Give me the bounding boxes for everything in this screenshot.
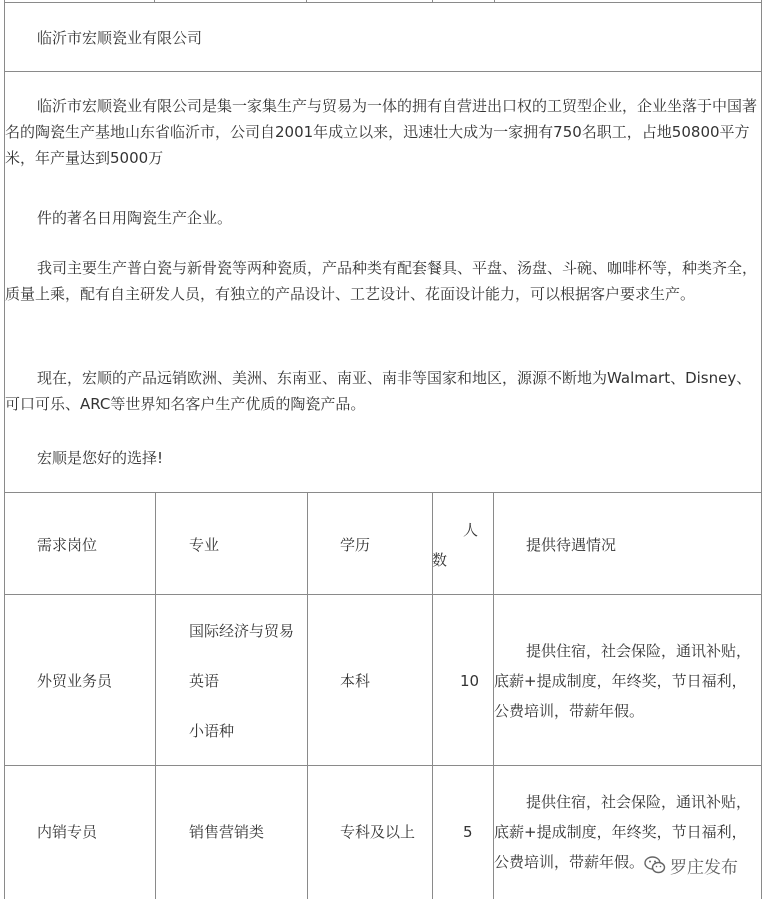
top-border [4, 2, 762, 3]
top-divider-6 [761, 0, 762, 72]
header-position: 需求岗位 [37, 536, 98, 554]
row1-major-2: 英语 [189, 672, 220, 690]
header-row-border [4, 594, 762, 595]
table-top-border [4, 492, 762, 493]
row1-benefits: 提供住宿，社会保险，通讯补贴，底薪+提成制度，年终奖，节日福利，公费培训，带薪年假。 [494, 642, 752, 720]
header-count-bottom: 数 [432, 551, 448, 569]
intro-paragraph-1: 临沂市宏顺瓷业有限公司是集一家集生产与贸易为一体的拥有自营进出口权的工贸型企业，企业坐落于中国著名的陶瓷生产基地山东省临沂市，公司自2001年成立以来，迅速壮大成为一家拥有750名职工，占地50800平方米，年产量达到5000万 [5, 97, 758, 167]
table-col-line-1 [155, 493, 156, 899]
row1-major-1: 国际经济与贸易 [189, 622, 295, 640]
row1-position: 外贸业务员 [37, 672, 113, 690]
row1-education: 本科 [340, 672, 371, 690]
intro-paragraph-2: 件的著名日用陶瓷生产企业。 [37, 209, 233, 227]
row2-major-1: 销售营销类 [189, 823, 265, 841]
company-name: 临沂市宏顺瓷业有限公司 [37, 29, 203, 47]
header-major: 专业 [189, 536, 220, 554]
header-benefits: 提供待遇情况 [526, 536, 617, 554]
table-col-line-0 [4, 493, 5, 899]
intro-paragraph-5: 宏顺是您好的选择! [37, 449, 164, 467]
table-col-line-5 [761, 493, 762, 899]
row2-count: 5 [463, 823, 473, 841]
intro-right-border [761, 72, 762, 493]
row1-major-3: 小语种 [189, 722, 235, 740]
watermark-text: 罗庄发布 [670, 857, 738, 878]
header-education: 学历 [340, 536, 371, 554]
watermark [644, 852, 738, 878]
table-col-line-2 [307, 493, 308, 899]
header-count-top: 人 [463, 521, 479, 539]
wechat-icon [644, 855, 666, 875]
row1-border [4, 765, 762, 766]
intro-paragraph-4: 现在，宏顺的产品远销欧洲、美洲、东南亚、南亚、南非等国家和地区，源源不断地为Walmart、Disney、可口可乐、ARC等世界知名客户生产优质的陶瓷产品。 [5, 369, 752, 413]
intro-paragraph-3: 我司主要生产普白瓷与新骨瓷等两种瓷质，产品种类有配套餐具、平盘、汤盘、斗碗、咖啡杯等，种类齐全，质量上乘，配有自主研发人员，有独立的产品设计、工艺设计、花面设计能力，可以根据客户要求生产。 [5, 259, 758, 303]
row2-benefits: 提供住宿，社会保险，通讯补贴，底薪+提成制度，年终奖，节日福利，公费培训，带薪年假。 [494, 793, 752, 871]
company-row-border [4, 71, 762, 72]
row2-position: 内销专员 [37, 823, 98, 841]
recruitment-document [4, 0, 762, 899]
row2-education: 专科及以上 [340, 823, 416, 841]
row1-count: 10 [460, 672, 480, 690]
top-divider-1 [4, 0, 5, 72]
